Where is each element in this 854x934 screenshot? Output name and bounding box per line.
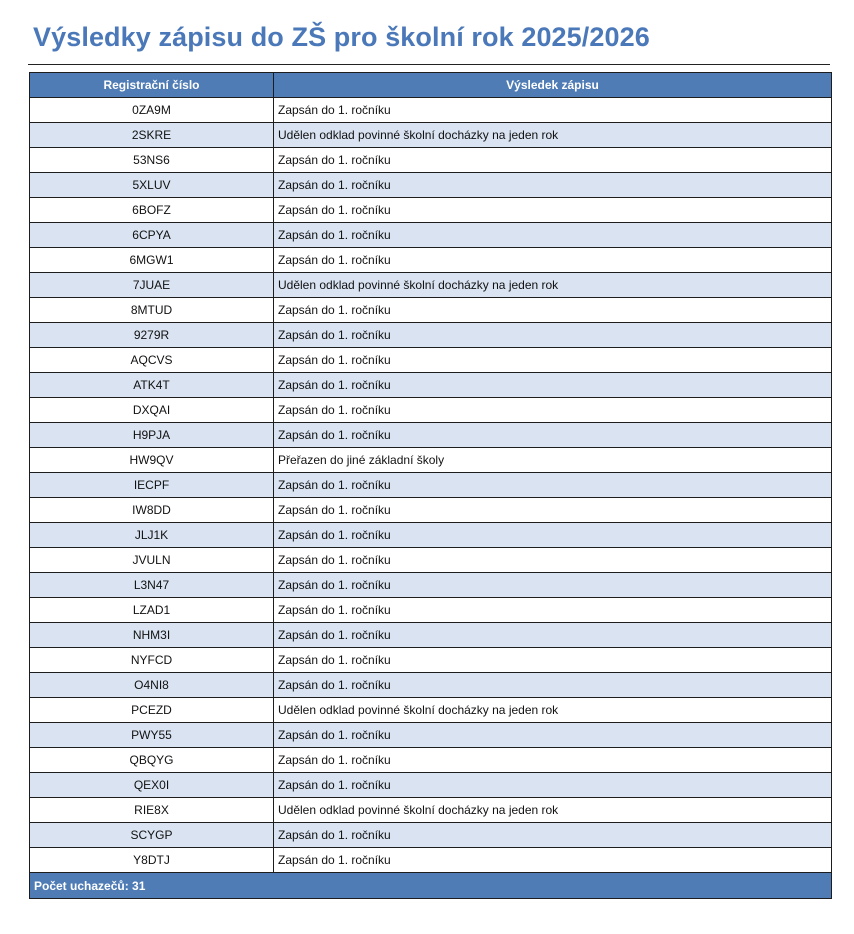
registration-number-cell: 0ZA9M xyxy=(30,98,274,123)
registration-number-cell: HW9QV xyxy=(30,448,274,473)
registration-number-cell: DXQAI xyxy=(30,398,274,423)
registration-number-cell: QBQYG xyxy=(30,748,274,773)
registration-number-cell: L3N47 xyxy=(30,573,274,598)
table-row xyxy=(30,823,832,848)
table-row xyxy=(30,498,832,523)
table-header-row xyxy=(30,73,832,98)
table-row xyxy=(30,248,832,273)
table-row xyxy=(30,748,832,773)
enrollment-result-cell: Zapsán do 1. ročníku xyxy=(274,398,832,423)
table-row xyxy=(30,698,832,723)
table-row xyxy=(30,423,832,448)
table-row xyxy=(30,273,832,298)
registration-number-cell: 5XLUV xyxy=(30,173,274,198)
registration-number-cell: 9279R xyxy=(30,323,274,348)
registration-number-cell: 6BOFZ xyxy=(30,198,274,223)
column-header-enrollment-result: Výsledek zápisu xyxy=(274,73,832,98)
enrollment-result-cell: Udělen odklad povinné školní docházky na jeden rok xyxy=(274,123,832,148)
enrollment-result-cell: Zapsán do 1. ročníku xyxy=(274,748,832,773)
enrollment-result-cell: Udělen odklad povinné školní docházky na jeden rok xyxy=(274,273,832,298)
enrollment-result-cell: Přeřazen do jiné základní školy xyxy=(274,448,832,473)
registration-number-cell: NYFCD xyxy=(30,648,274,673)
registration-number-cell: RIE8X xyxy=(30,798,274,823)
table-row xyxy=(30,298,832,323)
registration-number-cell: IECPF xyxy=(30,473,274,498)
registration-number-cell: 8MTUD xyxy=(30,298,274,323)
enrollment-result-cell: Zapsán do 1. ročníku xyxy=(274,348,832,373)
registration-number-cell: QEX0I xyxy=(30,773,274,798)
table-row xyxy=(30,673,832,698)
enrollment-result-cell: Zapsán do 1. ročníku xyxy=(274,773,832,798)
enrollment-result-cell: Zapsán do 1. ročníku xyxy=(274,298,832,323)
table-row xyxy=(30,123,832,148)
enrollment-result-cell: Zapsán do 1. ročníku xyxy=(274,373,832,398)
enrollment-result-cell: Zapsán do 1. ročníku xyxy=(274,523,832,548)
table-row xyxy=(30,848,832,873)
registration-number-cell: JVULN xyxy=(30,548,274,573)
registration-number-cell: AQCVS xyxy=(30,348,274,373)
table-row xyxy=(30,98,832,123)
enrollment-result-cell: Zapsán do 1. ročníku xyxy=(274,598,832,623)
table-row xyxy=(30,473,832,498)
enrollment-result-cell: Zapsán do 1. ročníku xyxy=(274,623,832,648)
registration-number-cell: H9PJA xyxy=(30,423,274,448)
registration-number-cell: 6MGW1 xyxy=(30,248,274,273)
registration-number-cell: 6CPYA xyxy=(30,223,274,248)
enrollment-result-cell: Zapsán do 1. ročníku xyxy=(274,248,832,273)
table-row xyxy=(30,723,832,748)
table-row xyxy=(30,323,832,348)
enrollment-result-cell: Zapsán do 1. ročníku xyxy=(274,573,832,598)
table-row xyxy=(30,148,832,173)
enrollment-result-cell: Zapsán do 1. ročníku xyxy=(274,223,832,248)
registration-number-cell: NHM3I xyxy=(30,623,274,648)
enrollment-result-cell: Zapsán do 1. ročníku xyxy=(274,423,832,448)
enrollment-result-cell: Zapsán do 1. ročníku xyxy=(274,823,832,848)
enrollment-result-cell: Zapsán do 1. ročníku xyxy=(274,723,832,748)
enrollment-result-cell: Zapsán do 1. ročníku xyxy=(274,323,832,348)
table-row xyxy=(30,598,832,623)
registration-number-cell: 2SKRE xyxy=(30,123,274,148)
enrollment-result-cell: Zapsán do 1. ročníku xyxy=(274,548,832,573)
enrollment-result-cell: Zapsán do 1. ročníku xyxy=(274,473,832,498)
page-title: Výsledky zápisu do ZŠ pro školní rok 2025/2026 xyxy=(33,22,650,52)
registration-number-cell: Y8DTJ xyxy=(30,848,274,873)
table-row xyxy=(30,773,832,798)
table-row xyxy=(30,573,832,598)
table-row xyxy=(30,523,832,548)
registration-number-cell: PCEZD xyxy=(30,698,274,723)
enrollment-result-cell: Zapsán do 1. ročníku xyxy=(274,173,832,198)
enrollment-result-cell: Zapsán do 1. ročníku xyxy=(274,848,832,873)
column-header-registration-number: Registrační číslo xyxy=(30,73,274,98)
table-row xyxy=(30,223,832,248)
table-row xyxy=(30,448,832,473)
title-divider xyxy=(28,64,830,65)
enrollment-result-cell: Zapsán do 1. ročníku xyxy=(274,673,832,698)
table-body xyxy=(30,98,832,873)
table-row xyxy=(30,398,832,423)
table-row xyxy=(30,373,832,398)
table-row xyxy=(30,623,832,648)
registration-number-cell: IW8DD xyxy=(30,498,274,523)
registration-number-cell: JLJ1K xyxy=(30,523,274,548)
registration-number-cell: ATK4T xyxy=(30,373,274,398)
registration-number-cell: O4NI8 xyxy=(30,673,274,698)
enrollment-result-cell: Zapsán do 1. ročníku xyxy=(274,148,832,173)
registration-number-cell: LZAD1 xyxy=(30,598,274,623)
registration-number-cell: 53NS6 xyxy=(30,148,274,173)
table-row xyxy=(30,798,832,823)
enrollment-result-cell: Zapsán do 1. ročníku xyxy=(274,98,832,123)
table-row xyxy=(30,198,832,223)
registration-number-cell: PWY55 xyxy=(30,723,274,748)
table-row xyxy=(30,348,832,373)
enrollment-result-cell: Udělen odklad povinné školní docházky na jeden rok xyxy=(274,698,832,723)
enrollment-result-cell: Zapsán do 1. ročníku xyxy=(274,498,832,523)
table-row xyxy=(30,648,832,673)
applicant-count: Počet uchazečů: 31 xyxy=(30,873,832,899)
enrollment-result-cell: Udělen odklad povinné školní docházky na jeden rok xyxy=(274,798,832,823)
registration-number-cell: SCYGP xyxy=(30,823,274,848)
enrollment-result-cell: Zapsán do 1. ročníku xyxy=(274,198,832,223)
enrollment-result-cell: Zapsán do 1. ročníku xyxy=(274,648,832,673)
table-footer-row xyxy=(30,873,832,899)
results-table xyxy=(29,72,832,899)
registration-number-cell: 7JUAE xyxy=(30,273,274,298)
table-row xyxy=(30,173,832,198)
table-row xyxy=(30,548,832,573)
